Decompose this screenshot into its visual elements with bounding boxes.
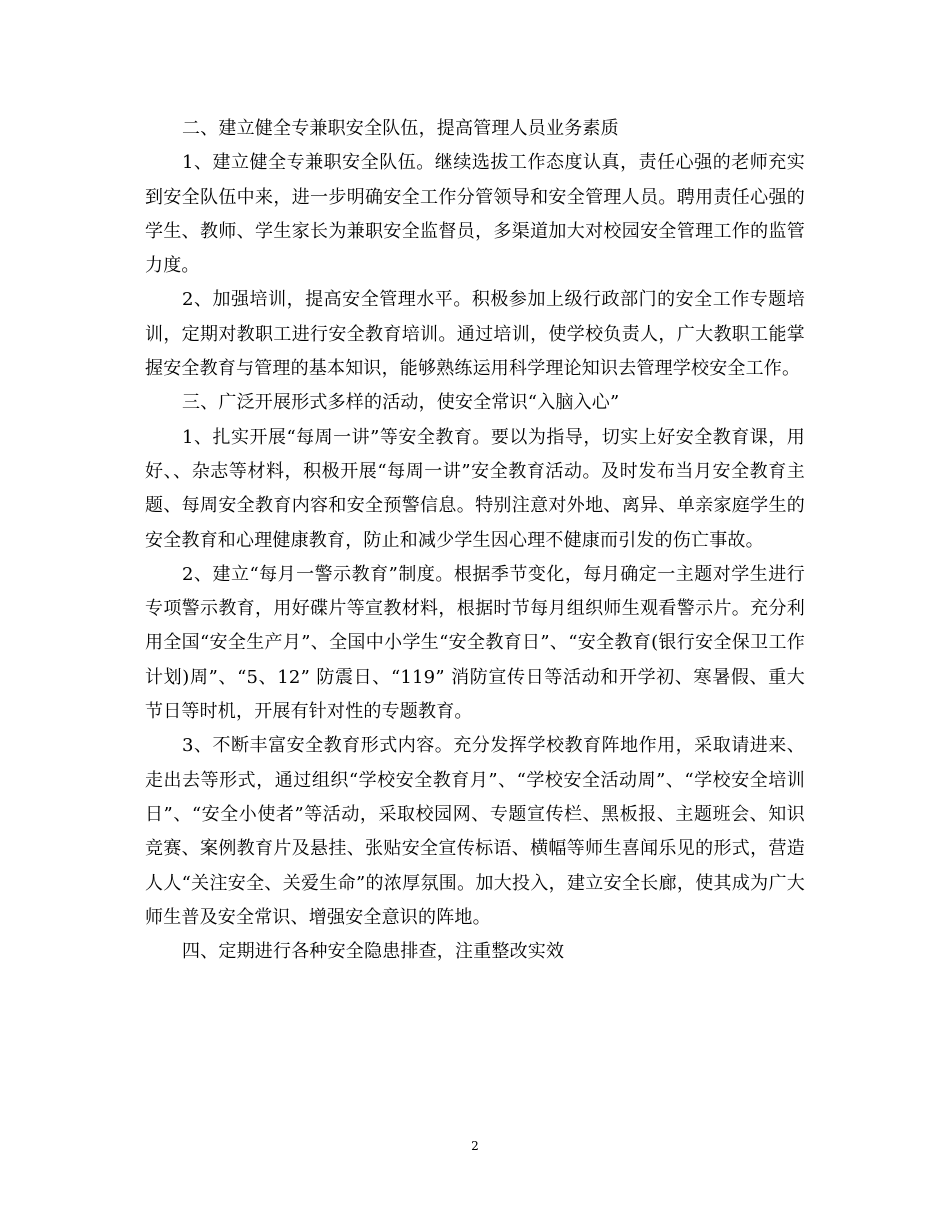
section-heading-4: 四、定期进行各种安全隐患排查，注重整改实效 xyxy=(182,941,565,963)
section-heading-3: 三、广泛开展形式多样的活动，使安全常识“入脑入心” xyxy=(182,392,620,414)
paragraph-weekly-lecture: 1、扎实开展“每周一讲”等安全教育。要以为指导，切实上好安全教育课，用好、、杂志等材料，积极开展“每周一讲”安全教育活动。及时发布当月安全教育主题、每周安全教育内容和安全预警信息。特别注意对外地、离异、单亲家庭学生的安全教育和心理健康教育，防止和减少学生因心理不健康而引发的伤亡事故。 xyxy=(145,426,805,551)
page-number: 2 xyxy=(471,1139,479,1153)
document-body xyxy=(145,112,805,969)
paragraph-training: 2、加强培训，提高安全管理水平。积极参加上级行政部门的安全工作专题培训，定期对教职工进行安全教育培训。通过培训，使学校负责人，广大教职工能掌握安全教育与管理的基本知识，能够熟练运用科学理论知识去管理学校安全工作。 xyxy=(145,289,805,380)
section-heading-2: 二、建立健全专兼职安全队伍，提高管理人员业务素质 xyxy=(182,118,619,139)
paragraph-team-building: 1、建立健全专兼职安全队伍。继续选拔工作态度认真，责任心强的老师充实到安全队伍中来，进一步明确安全工作分管领导和安全管理人员。聘用责任心强的学生、教师、学生家长为兼职安全监督员，多渠道加大对校园安全管理工作的监管力度。 xyxy=(145,152,805,277)
paragraph-monthly-warning: 2、建立“每月一警示教育”制度。根据季节变化，每月确定一主题对学生进行专项警示教育，用好碟片等宣教材料，根据时节每月组织师生观看警示片。充分利用全国“安全生产月”、全国中小学生“安全教育日”、“安全教育(银行安全保卫工作计划)周”、“5、12” 防震日、“119” 消防宣传日等活动和开学初、寒暑假、重大节日等时机，开展有针对性的专题教育。 xyxy=(145,563,805,723)
paragraph-education-forms: 3、不断丰富安全教育形式内容。充分发挥学校教育阵地作用，采取请进来、走出去等形式，通过组织“学校安全教育月”、“学校安全活动周”、“学校安全培训日”、“安全小使者”等活动，采取校园网、专题宣传栏、黑板报、主题班会、知识竞赛、案例教育片及悬挂、张贴安全宣传标语、横幅等师生喜闻乐见的形式，营造人人“关注安全、关爱生命”的浓厚氛围。加大投入，建立安全长廊，使其成为广大师生普及安全常识、增强安全意识的阵地。 xyxy=(145,735,805,928)
